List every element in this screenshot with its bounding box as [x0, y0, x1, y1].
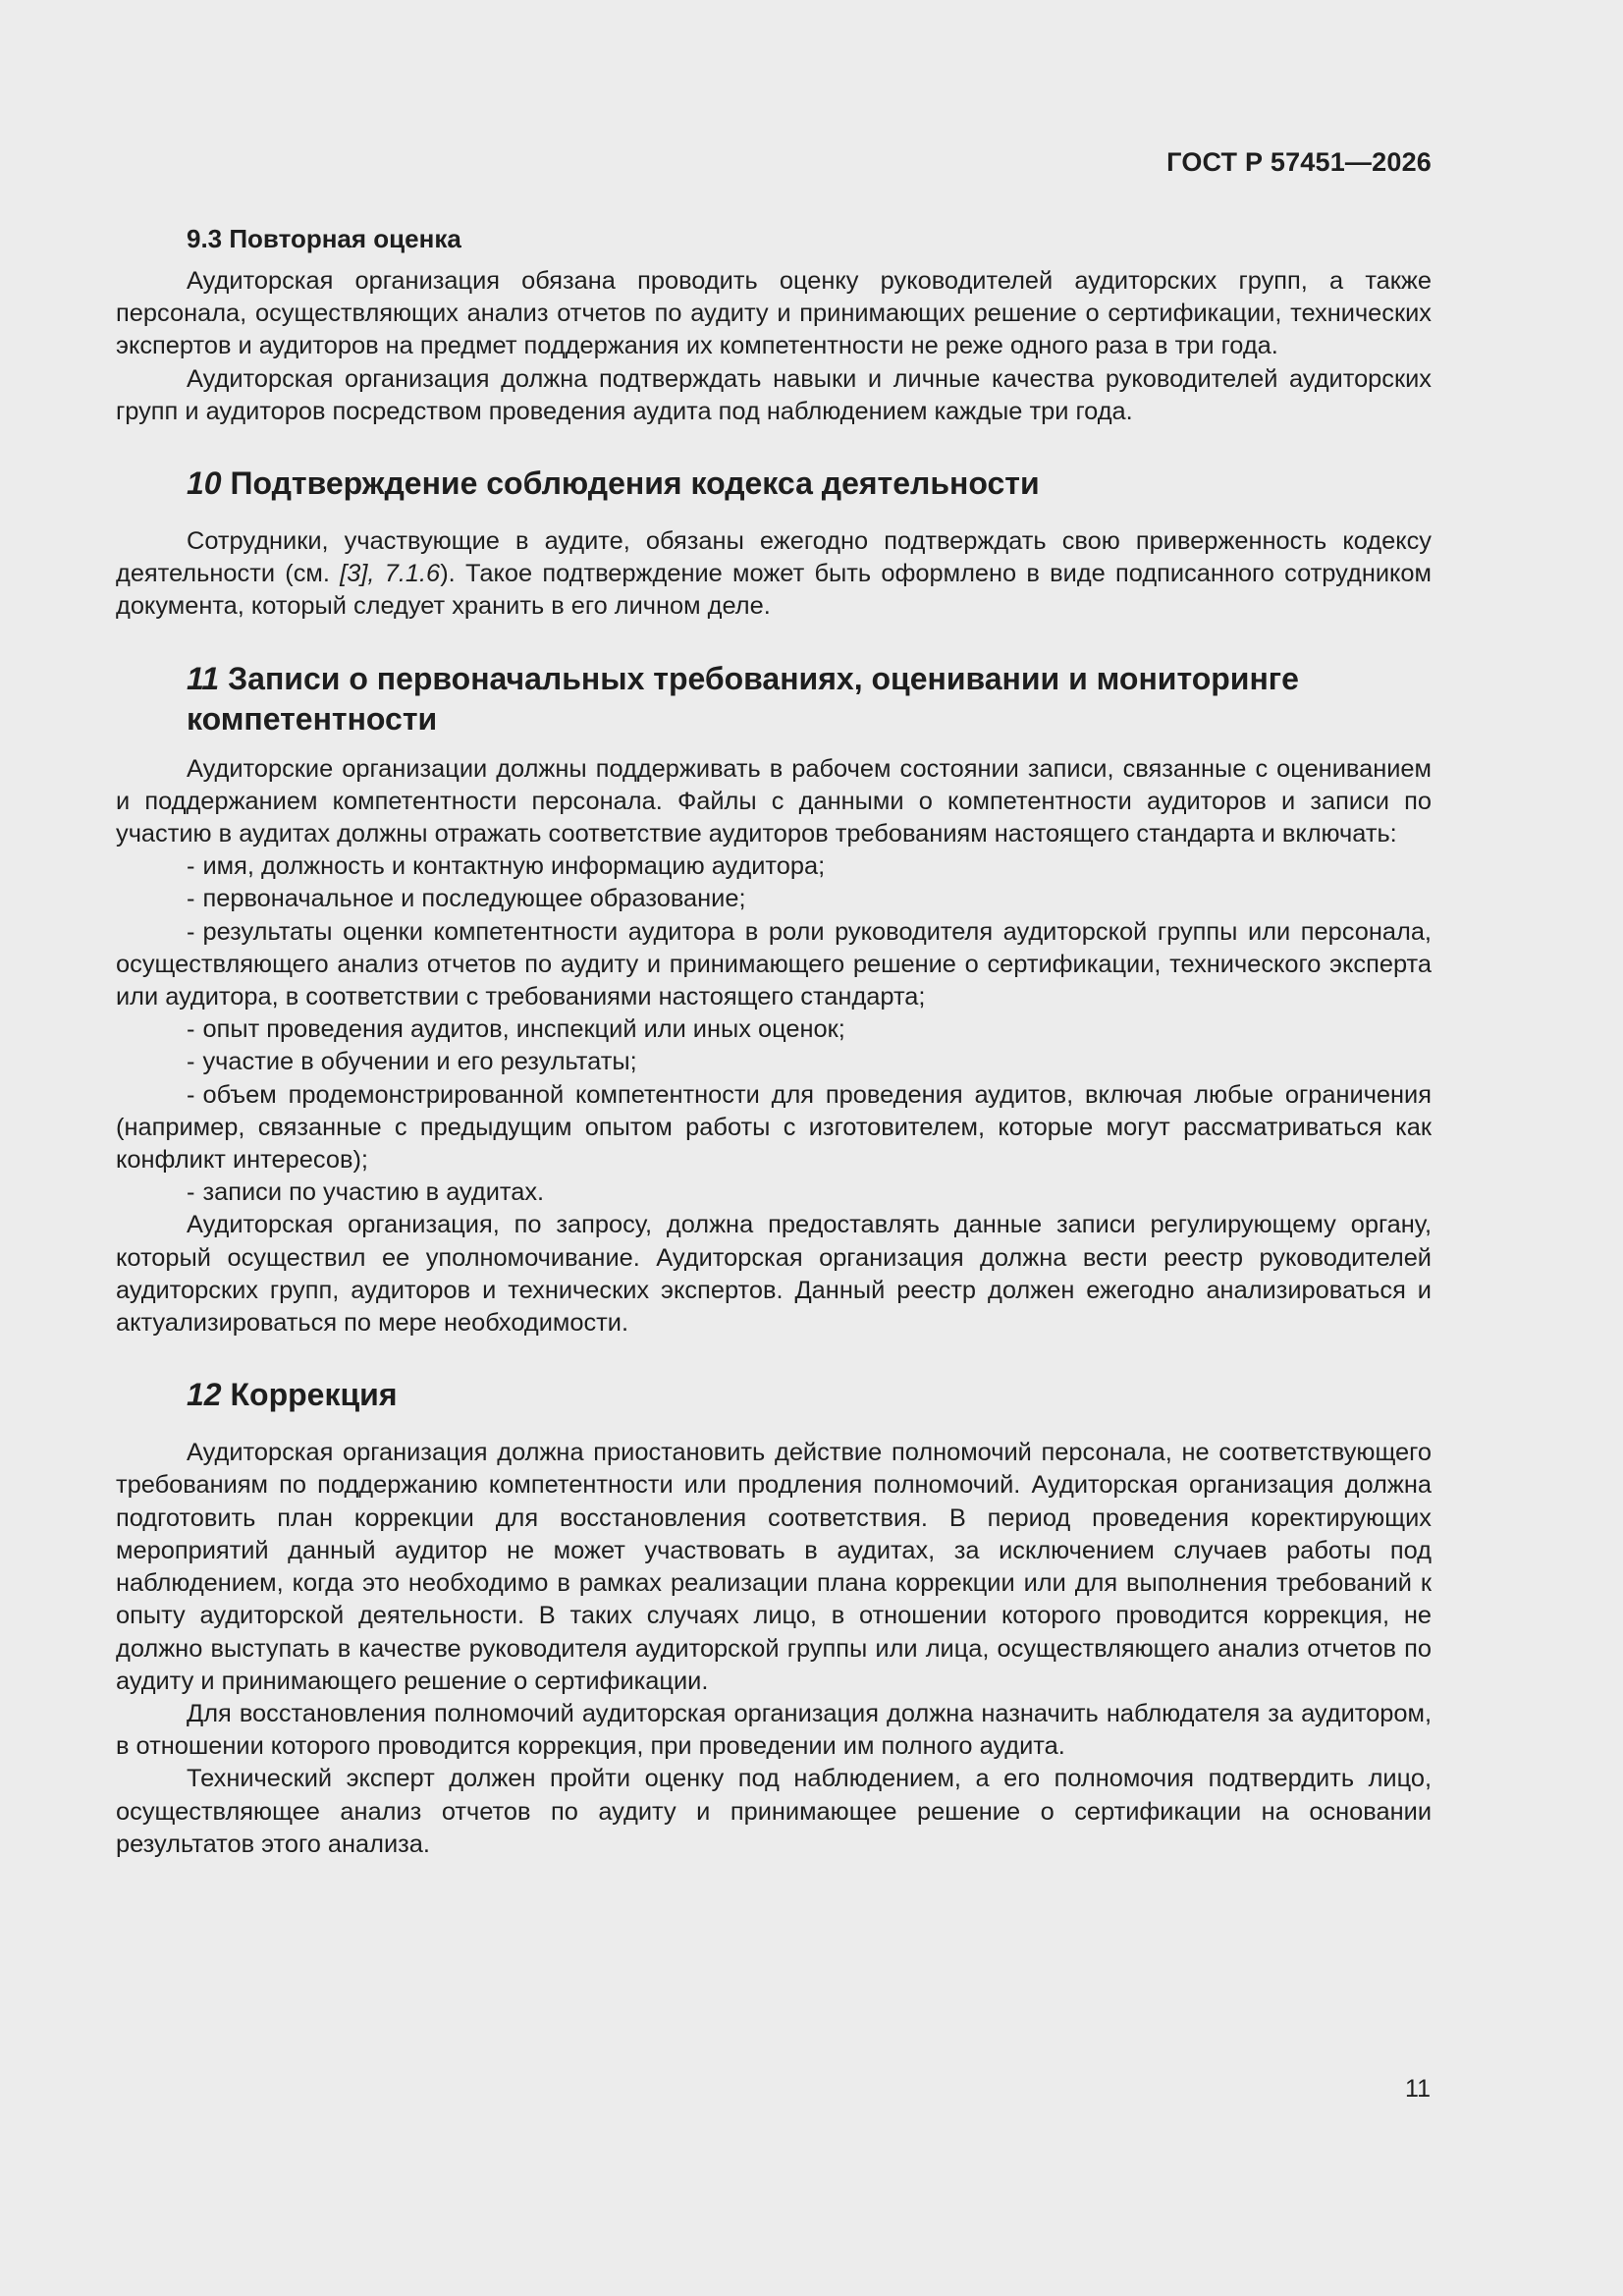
document-id-header: ГОСТ Р 57451—2026 — [1166, 147, 1432, 177]
dash-marker: - — [187, 852, 195, 881]
paragraph: Аудиторская организация должна подтверждать навыки и личные качества руководителей аудиторских групп и аудиторов посредством проведения аудита под наблюдением каждые три года. — [116, 364, 1432, 425]
dash-marker: - — [187, 917, 195, 946]
paragraph — [116, 525, 1432, 624]
page-number: 11 — [1405, 2075, 1431, 2103]
dash-marker: - — [187, 1080, 195, 1109]
paragraph: Аудиторская организация, по запросу, должна предоставлять данные записи регулирующему органу, который осуществил ее уполномочивание. Аудиторская организация должна вести реестр руководителей аудиторских групп, аудиторов и технических экспертов. Данный реестр должен ежегодно анализироваться и актуализироваться по мере необходимости. — [116, 1211, 1432, 1338]
list-item-text: первоначальное и последующее образование; — [202, 885, 746, 913]
dash-marker: - — [187, 1178, 195, 1207]
list-item-text: опыт проведения аудитов, инспекций или иных оценок; — [202, 1015, 845, 1044]
section-heading-11 — [116, 659, 1432, 739]
paragraph: Аудиторская организация должна приостановить действие полномочий персонала, не соответствующего требованиям по поддержанию компетентности или продления полномочий. Аудиторская организация должна подготовить план коррекции для восстановления соответствия. В период проведения коректирующих мероприятий данный аудитор не может участвовать в аудитах, за исключением случаев работы под наблюдением, когда это необходимо в рамках реализации плана коррекции или для выполнения требований к опыту аудиторской деятельности. В таких случаях лицо, в отношении которого проводится коррекция, не должно выступать в качестве руководителя аудиторской группы или лица, осуществляющего анализ отчетов по аудиту и принимающего решение о сертификации. — [116, 1439, 1432, 1695]
list-item — [116, 1046, 1432, 1078]
section-title-text: Коррекция — [230, 1377, 398, 1413]
section-heading-10 — [116, 464, 1432, 504]
paragraph: Аудиторские организации должны поддерживать в рабочем состоянии записи, связанные с оцениванием и поддержанием компетентности персонала. Файлы с данными о компетентности аудиторов и записи по участию в аудитах должны отражать соответствие аудиторов требованиям настоящего стандарта и включать: — [116, 754, 1432, 848]
dash-marker: - — [187, 1015, 195, 1044]
list-item — [116, 883, 1432, 915]
section-heading-12 — [116, 1375, 1432, 1415]
section-number: 12 — [187, 1377, 222, 1413]
subsection-title-9-3: 9.3 Повторная оценка — [187, 224, 461, 253]
list-item-text: участие в обучении и его результаты; — [202, 1048, 637, 1076]
paragraph-text: ). Такое подтверждение может быть оформлено в виде подписанного сотрудником документа, который следует хранить в его личном деле. — [116, 560, 1432, 621]
paragraph-text: Сотрудники, участвующие в аудите, обязаны ежегодно подтверждать свою приверженность кодексу деятельности (см. — [116, 527, 1432, 588]
dash-marker: - — [187, 885, 195, 913]
list-item — [116, 1013, 1432, 1046]
paragraph: Аудиторская организация обязана проводить оценку руководителей аудиторских групп, а также персонала, осуществляющих анализ отчетов по аудиту и принимающих решение о сертификации, технических экспертов и аудиторов на предмет поддержания их компетентности не реже одного раза в три года. — [116, 267, 1432, 360]
dash-marker: - — [187, 1048, 195, 1076]
paragraph: Технический эксперт должен пройти оценку под наблюдением, а его полномочия подтвердить лицо, осуществляющее анализ отчетов по аудиту и принимающее решение о сертификации на основании результатов этого анализа. — [116, 1765, 1432, 1858]
section-number: 10 — [187, 465, 222, 502]
list-item — [116, 850, 1432, 883]
section-title-text: Подтверждение соблюдения кодекса деятельности — [230, 465, 1040, 502]
requirements-list — [116, 850, 1432, 1209]
reference-link: [3], 7.1.6 — [340, 560, 441, 588]
list-item — [116, 916, 1432, 1014]
list-item-text: результаты оценки компетентности аудитора в роли руководителя аудиторской группы или персонала, осуществляющего анализ отчетов по аудиту и принимающего решение о сертификации, технического эксперта или аудитора, в соответствии с требованиями настоящего стандарта; — [116, 917, 1432, 1011]
list-item-text: объем продемонстрированной компетентности для проведения аудитов, включая любые ограничения (например, связанные с предыдущим опытом работы с изготовителем, которые могут рассматриваться как конфликт интересов); — [116, 1080, 1432, 1175]
list-item-text: имя, должность и контактную информацию аудитора; — [202, 852, 826, 881]
paragraph: Для восстановления полномочий аудиторская организация должна назначить наблюдателя за аудитором, в отношении которого проводится коррекция, при проведении им полного аудита. — [116, 1699, 1432, 1761]
list-item-text: записи по участию в аудитах. — [202, 1178, 545, 1207]
list-item — [116, 1176, 1432, 1209]
section-number: 11 — [187, 660, 220, 696]
list-item — [116, 1079, 1432, 1177]
document-body — [116, 223, 1432, 1861]
section-title-text: Записи о первоначальных требованиях, оценивании и мониторинге компетентности — [187, 660, 1299, 737]
